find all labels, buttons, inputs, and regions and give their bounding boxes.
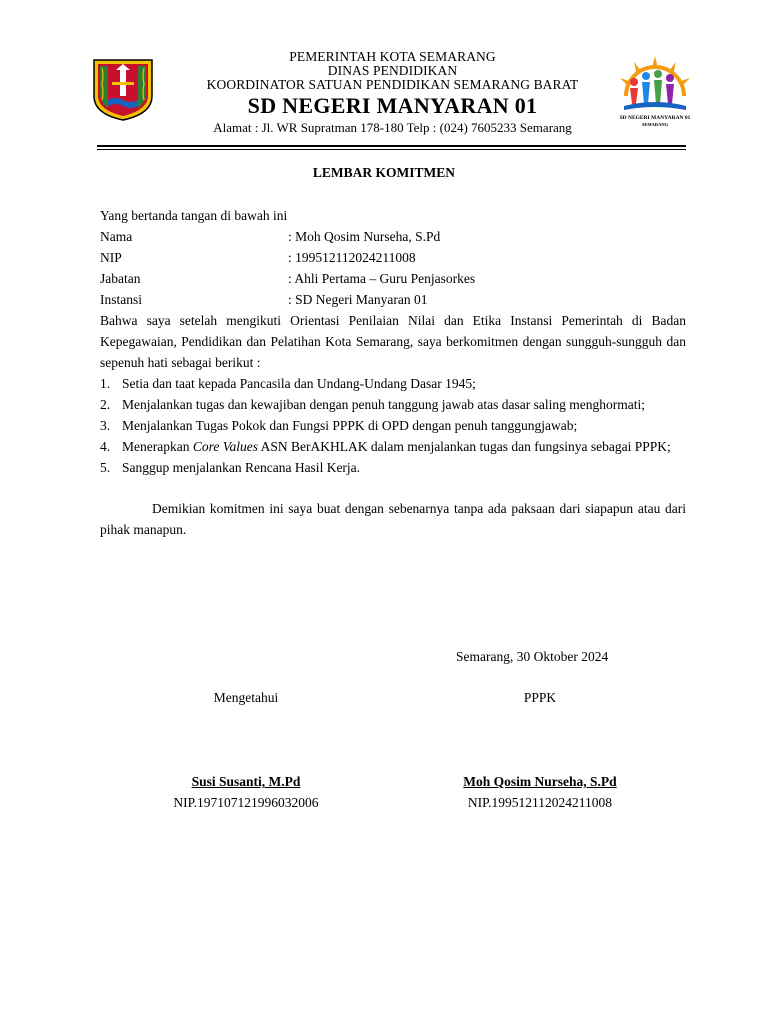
government-name: PEMERINTAH KOTA SEMARANG bbox=[289, 49, 496, 64]
field-name bbox=[100, 226, 686, 247]
school-logo-icon bbox=[612, 52, 698, 138]
field-institution bbox=[100, 289, 686, 310]
field-position bbox=[100, 268, 686, 289]
list-text: Menjalankan tugas dan kewajiban dengan penuh tanggung jawab atas dasar saling menghormati; bbox=[122, 397, 645, 412]
signer-left-nip: NIP.197107121996032006 bbox=[173, 795, 319, 810]
header-rule-thick bbox=[97, 145, 686, 147]
field-label: Jabatan bbox=[100, 271, 141, 286]
document-body bbox=[100, 205, 686, 540]
list-text: Menjalankan Tugas Pokok dan Fungsi PPPK di OPD dengan penuh tanggungjawab; bbox=[122, 418, 578, 433]
place-date: Semarang, 30 Oktober 2024 bbox=[456, 649, 609, 664]
field-value: : 199512112024211008 bbox=[288, 250, 416, 265]
list-number: 3. bbox=[100, 418, 111, 433]
list-text-italic: Core Values bbox=[192, 439, 258, 454]
field-value: : SD Negeri Manyaran 01 bbox=[288, 292, 428, 307]
list-item bbox=[100, 415, 686, 436]
agency-name: DINAS PENDIDIKAN bbox=[327, 63, 458, 78]
list-text-pre: Menerapkan bbox=[122, 439, 193, 454]
logo-text-city: SEMARANG bbox=[641, 122, 669, 127]
field-label: NIP bbox=[100, 250, 122, 265]
signer-right-nip: NIP.199512112024211008 bbox=[467, 795, 613, 810]
intro-text: Yang bertanda tangan di bawah ini bbox=[100, 208, 288, 223]
list-number: 4. bbox=[100, 439, 111, 454]
list-number: 5. bbox=[100, 460, 111, 475]
list-item bbox=[100, 436, 686, 457]
field-value: : Moh Qosim Nurseha, S.Pd bbox=[288, 229, 441, 244]
list-text-post: ASN BerAKHLAK dalam menjalankan tugas dan fungsinya sebagai PPPK; bbox=[257, 439, 671, 454]
coordinator-name: KOORDINATOR SATUAN PENDIDIKAN SEMARANG BARAT bbox=[206, 77, 579, 92]
field-label: Nama bbox=[100, 229, 133, 244]
field-nip bbox=[100, 247, 686, 268]
list-item bbox=[100, 373, 686, 394]
semarang-crest-icon bbox=[90, 56, 156, 122]
list-text bbox=[122, 436, 686, 457]
field-value: : Ahli Pertama – Guru Penjasorkes bbox=[288, 271, 476, 286]
closing-paragraph: Demikian komitmen ini saya buat dengan sebenarnya tanpa ada paksaan dari siapapun atau dari pihak manapun. bbox=[100, 501, 686, 537]
list-text: Sanggup menjalankan Rencana Hasil Kerja. bbox=[122, 460, 361, 475]
logo-text-school: SD NEGERI MANYARAN 01 bbox=[619, 115, 691, 121]
signer-left-role: Mengetahui bbox=[213, 690, 279, 705]
list-number: 1. bbox=[100, 376, 111, 391]
field-label: Instansi bbox=[100, 292, 142, 307]
document-title: LEMBAR KOMITMEN bbox=[312, 165, 456, 180]
school-address: Alamat : Jl. WR Supratman 178-180 Telp : (024) 7605233 Semarang bbox=[213, 120, 572, 135]
school-name: SD NEGERI MANYARAN 01 bbox=[247, 93, 538, 118]
list-item bbox=[100, 457, 686, 478]
statement-paragraph: Bahwa saya setelah mengikuti Orientasi Penilaian Nilai dan Etika Instansi Pemerintah di Badan Kepegawaian, Pendidikan dan Pelatihan Kota Semarang, saya berkomitmen dengan sungguh-sungguh dan sepenuh hati sebagai berikut : bbox=[100, 313, 686, 370]
signer-right-role: PPPK bbox=[523, 690, 557, 705]
signer-right-name: Moh Qosim Nurseha, S.Pd bbox=[463, 774, 617, 789]
list-text: Setia dan taat kepada Pancasila dan Undang-Undang Dasar 1945; bbox=[122, 376, 476, 391]
list-number: 2. bbox=[100, 397, 111, 412]
header-rule-thin bbox=[97, 149, 686, 150]
signer-left-name: Susi Susanti, M.Pd bbox=[191, 774, 301, 789]
commitment-list bbox=[100, 373, 686, 478]
list-item bbox=[100, 394, 686, 415]
letterhead bbox=[160, 50, 625, 137]
